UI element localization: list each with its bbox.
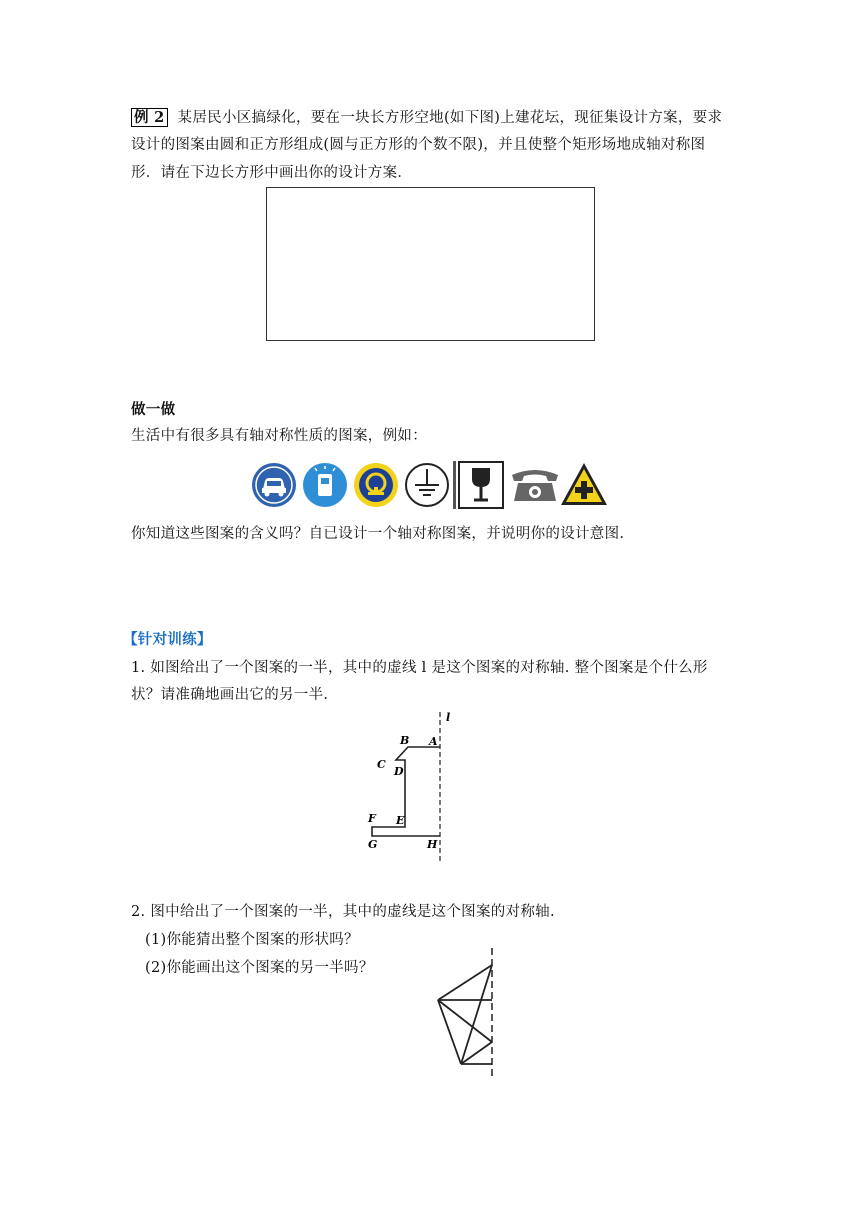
question2-sub1: (1)你能猜出整个图案的形状吗？ xyxy=(145,932,359,948)
phone-booth-sign-icon xyxy=(303,463,347,507)
label-A: A xyxy=(429,735,438,748)
activity-title: 做一做 xyxy=(131,401,176,418)
railway-logo-icon xyxy=(354,463,398,507)
car-sign-icon xyxy=(252,463,296,507)
label-l: l xyxy=(446,711,451,724)
telephone-icon xyxy=(512,470,558,501)
question2-sub2: (2)你能画出这个图案的另一半吗？ xyxy=(145,960,374,976)
activity-intro: 生活中有很多具有轴对称性质的图案，例如： xyxy=(131,428,427,444)
half-shape-lines xyxy=(438,965,492,1064)
label-E: E xyxy=(396,814,405,827)
warning-cross-icon xyxy=(561,463,607,505)
fragile-glass-icon xyxy=(459,462,503,508)
blank-design-rectangle xyxy=(266,187,595,341)
example2-line1: 例 2 某居民小区搞绿化，要在一块长方形空地(如下图)上建花坛，现征集设计方案，要求 xyxy=(131,106,722,130)
ground-symbol-icon xyxy=(406,464,448,506)
activity-question: 你知道这些图案的含义吗？自已设计一个轴对称图案，并说明你的设计意图. xyxy=(131,526,625,542)
label-C: C xyxy=(377,758,386,771)
example-label: 例 2 xyxy=(131,108,168,127)
question1-line1: 1. 如图给出了一个图案的一半，其中的虚线 l 是这个图案的对称轴. 整个图案是个什么形 xyxy=(131,660,708,676)
label-F: F xyxy=(368,812,376,825)
question1-line2: 状？请准确地画出它的另一半. xyxy=(131,687,329,703)
example2-line3: 形．请在下边长方形中画出你的设计方案． xyxy=(131,165,413,181)
question2-line1: 2. 图中给出了一个图案的一半，其中的虚线是这个图案的对称轴. xyxy=(131,904,555,920)
label-B: B xyxy=(400,734,410,747)
figure2-half-shape xyxy=(430,944,500,1084)
label-G: G xyxy=(368,838,378,851)
symmetric-icons-strip xyxy=(250,459,610,511)
practice-heading: 【针对训练】 xyxy=(123,631,212,648)
label-H: H xyxy=(427,838,438,851)
label-D: D xyxy=(394,765,404,778)
example2-line2: 设计的图案由圆和正方形组成(圆与正方形的个数不限)，并且使整个矩形场地成轴对称图 xyxy=(131,137,706,153)
figure1-half-shape xyxy=(360,708,460,868)
